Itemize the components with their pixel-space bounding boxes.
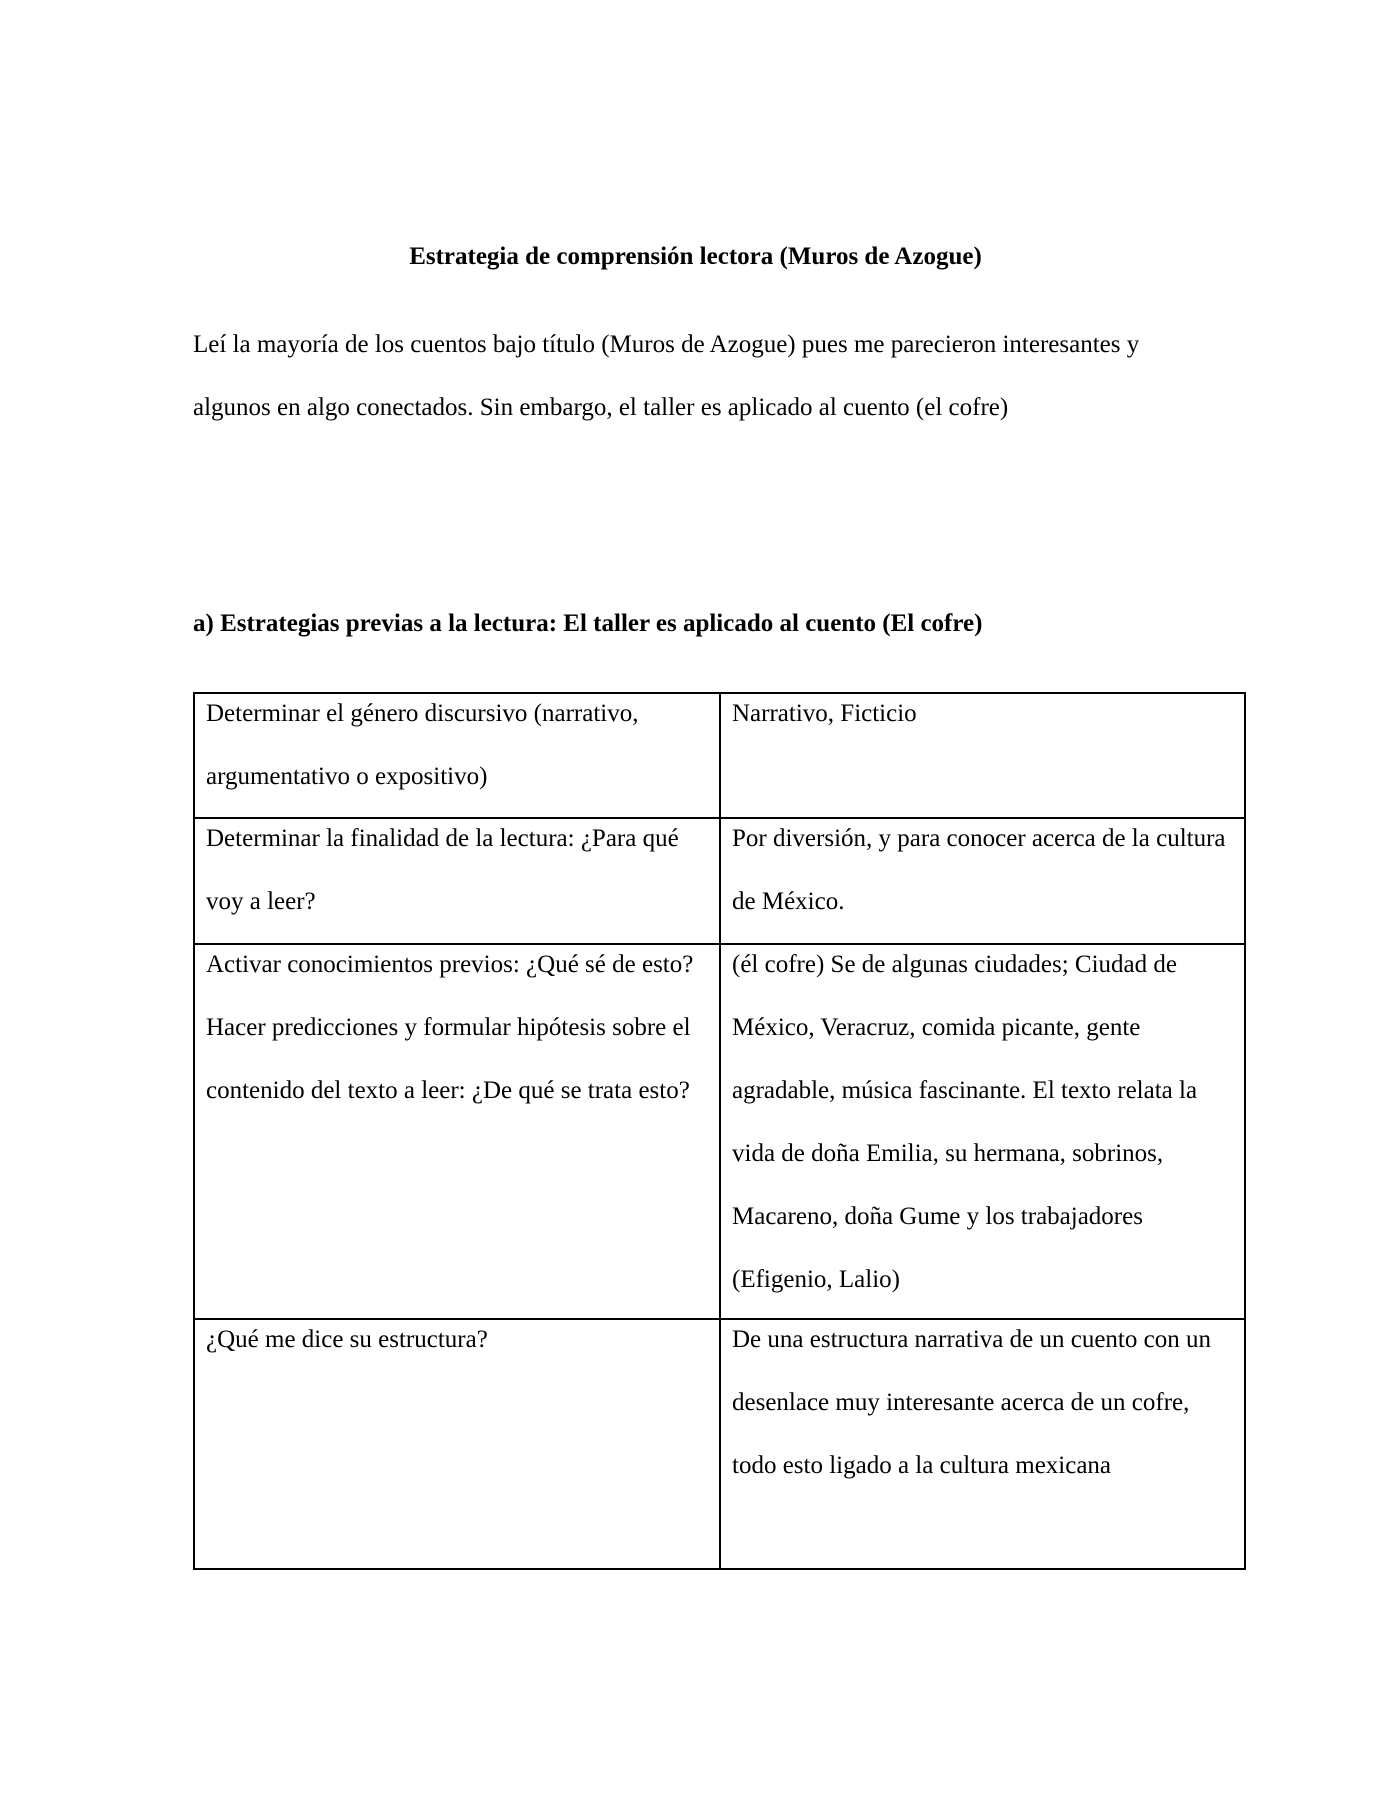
answer-cell bbox=[720, 944, 1245, 1319]
strategies-table bbox=[193, 692, 1246, 1570]
section-heading: a) Estrategias previas a la lectura: El taller es aplicado al cuento (El cofre) bbox=[193, 610, 983, 637]
prompt-cell bbox=[194, 1319, 720, 1569]
intro-paragraph: Leí la mayoría de los cuentos bajo título (Muros de Azogue) pues me parecieron interesantes y algunos en algo conectados. Sin embargo, el taller es aplicado al cuento (el cofre) bbox=[193, 331, 1140, 421]
answer-cell bbox=[720, 818, 1245, 944]
prompt-text: Determinar la finalidad de la lectura: ¿Para qué voy a leer? bbox=[206, 825, 679, 915]
answer-text: De una estructura narrativa de un cuento con un desenlace muy interesante acerca de un cofre, todo esto ligado a la cultura mexicana bbox=[732, 1326, 1211, 1479]
answer-text: (él cofre) Se de algunas ciudades; Ciudad de México, Veracruz, comida picante, gente agradable, música fascinante. El texto relata la vida de doña Emilia, su hermana, sobrinos, Macareno, doña Gume y los trabajadores (Efigenio, Lalio) bbox=[732, 951, 1198, 1293]
prompt-text: ¿Qué me dice su estructura? bbox=[206, 1326, 488, 1353]
table-row bbox=[194, 1319, 1245, 1569]
answer-text: Narrativo, Ficticio bbox=[732, 700, 917, 727]
prompt-text: Activar conocimientos previos: ¿Qué sé de esto? Hacer predicciones y formular hipótesis sobre el contenido del texto a leer: ¿De qué se trata esto? bbox=[206, 951, 694, 1104]
prompt-text: Determinar el género discursivo (narrativo, argumentativo o expositivo) bbox=[206, 700, 639, 790]
answer-cell bbox=[720, 1319, 1245, 1569]
answer-text: Por diversión, y para conocer acerca de la cultura de México. bbox=[732, 825, 1226, 915]
answer-cell bbox=[720, 693, 1245, 818]
table-row bbox=[194, 818, 1245, 944]
prompt-cell bbox=[194, 818, 720, 944]
table-row bbox=[194, 693, 1245, 818]
prompt-cell bbox=[194, 944, 720, 1319]
table-row bbox=[194, 944, 1245, 1319]
prompt-cell bbox=[194, 693, 720, 818]
document-title: Estrategia de comprensión lectora (Muros de Azogue) bbox=[409, 243, 982, 270]
